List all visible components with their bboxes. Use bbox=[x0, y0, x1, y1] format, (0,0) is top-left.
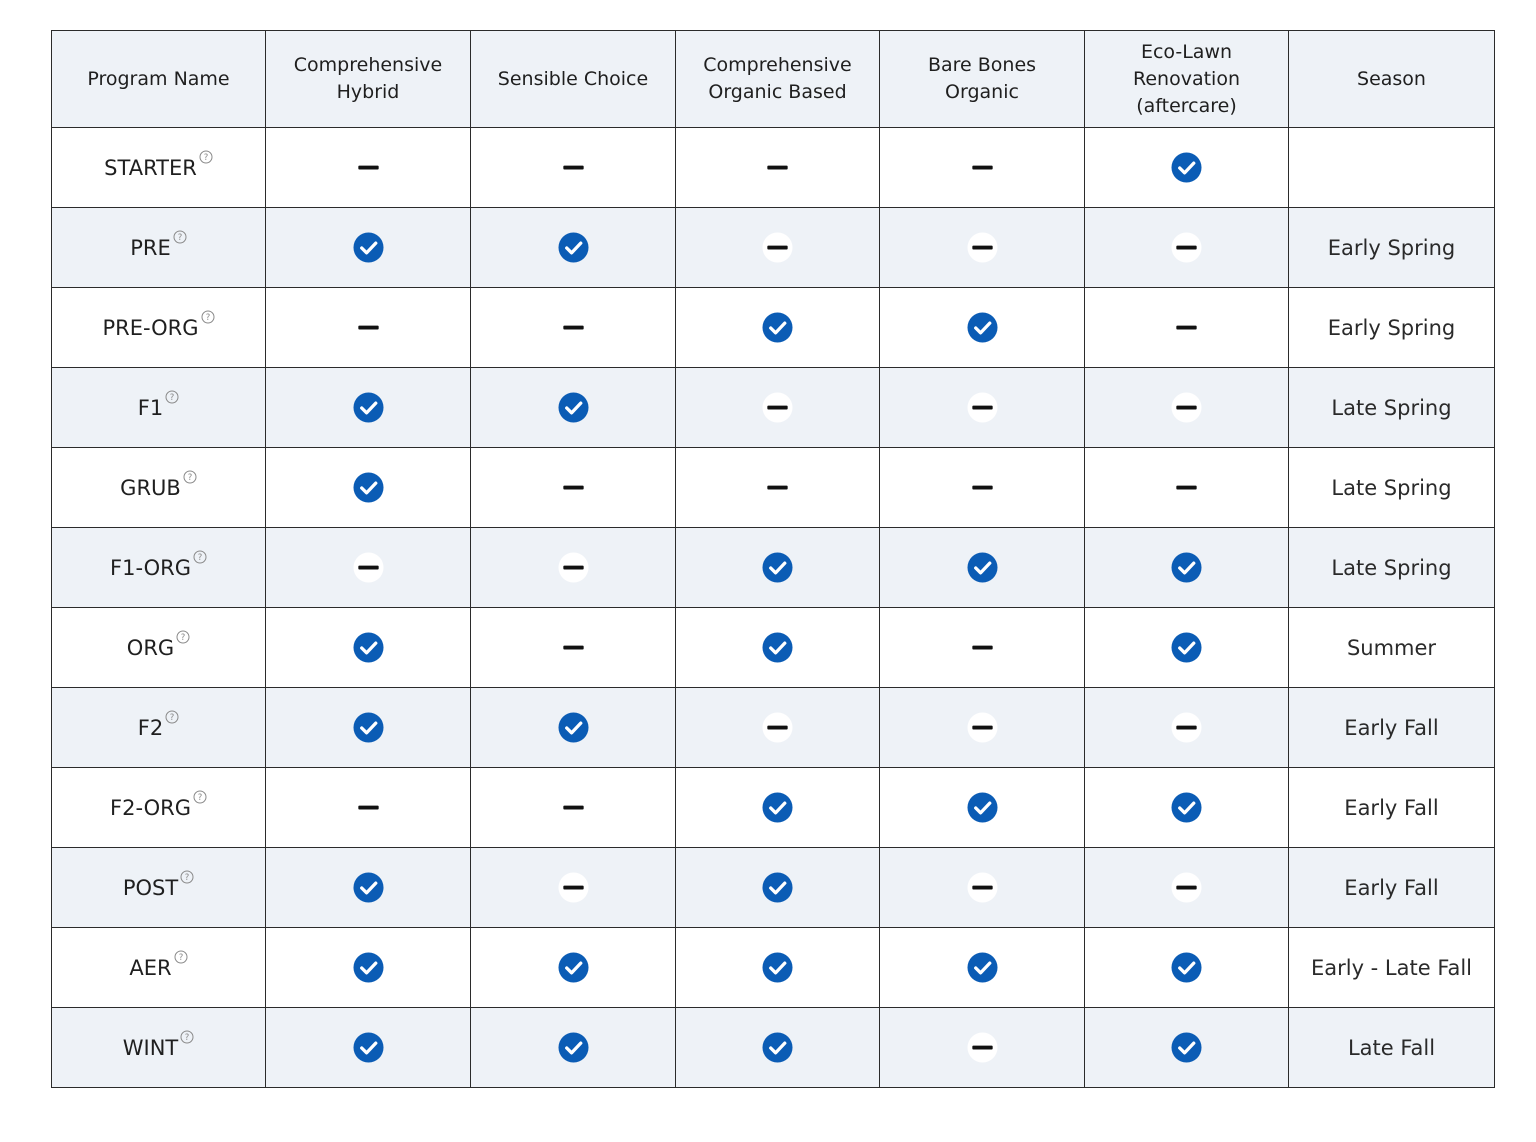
program-availability-cell bbox=[880, 128, 1085, 208]
dash-icon bbox=[1171, 232, 1202, 263]
program-availability-cell bbox=[1085, 288, 1289, 368]
table-row bbox=[52, 848, 1495, 928]
table-row bbox=[52, 208, 1495, 288]
program-availability-cell bbox=[266, 688, 471, 768]
check-circle-icon bbox=[762, 872, 793, 903]
program-availability-cell bbox=[880, 688, 1085, 768]
season-cell bbox=[1289, 528, 1495, 608]
check-circle-icon bbox=[558, 952, 589, 983]
dash-icon bbox=[353, 792, 384, 823]
program-name-cell bbox=[52, 848, 266, 928]
check-circle-icon bbox=[558, 232, 589, 263]
check-circle-icon bbox=[353, 632, 384, 663]
dash-icon bbox=[967, 152, 998, 183]
dash-icon bbox=[1171, 472, 1202, 503]
column-header-bare-bones-organic: Bare Bones Organic bbox=[880, 31, 1085, 128]
table-row bbox=[52, 448, 1495, 528]
svg-text:?: ? bbox=[205, 312, 210, 323]
program-name: F2-ORG bbox=[110, 795, 191, 820]
program-availability-cell bbox=[1085, 688, 1289, 768]
table-row bbox=[52, 1008, 1495, 1088]
program-name-cell bbox=[52, 1008, 266, 1088]
dash-icon bbox=[558, 792, 589, 823]
program-availability-cell bbox=[676, 1008, 880, 1088]
program-availability-cell bbox=[471, 528, 676, 608]
dash-icon bbox=[1171, 872, 1202, 903]
program-availability-cell bbox=[676, 608, 880, 688]
season-label: Early Fall bbox=[1344, 875, 1439, 900]
table-row bbox=[52, 368, 1495, 448]
season-cell bbox=[1289, 448, 1495, 528]
header-row bbox=[52, 31, 1495, 128]
program-availability-cell bbox=[1085, 608, 1289, 688]
dash-icon bbox=[353, 312, 384, 343]
check-circle-icon bbox=[762, 552, 793, 583]
check-circle-icon bbox=[353, 712, 384, 743]
program-comparison-table bbox=[51, 30, 1495, 1088]
table-row bbox=[52, 928, 1495, 1008]
season-label: Summer bbox=[1346, 635, 1437, 660]
table-row bbox=[52, 608, 1495, 688]
program-availability-cell bbox=[471, 928, 676, 1008]
column-header-eco-lawn-renovation: Eco-Lawn Renovation (aftercare) bbox=[1085, 31, 1289, 128]
program-availability-cell bbox=[471, 688, 676, 768]
program-availability-cell bbox=[676, 288, 880, 368]
dash-icon bbox=[762, 712, 793, 743]
check-circle-icon bbox=[353, 872, 384, 903]
dash-icon bbox=[967, 712, 998, 743]
program-name: F1 bbox=[137, 395, 164, 420]
program-availability-cell bbox=[676, 128, 880, 208]
season-label: Early Spring bbox=[1327, 315, 1456, 340]
program-name: F2 bbox=[137, 715, 164, 740]
program-availability-cell bbox=[676, 928, 880, 1008]
check-circle-icon bbox=[1171, 152, 1202, 183]
season-cell bbox=[1289, 928, 1495, 1008]
check-circle-icon bbox=[762, 312, 793, 343]
dash-icon bbox=[967, 232, 998, 263]
column-header-comprehensive-hybrid: Comprehensive Hybrid bbox=[266, 31, 471, 128]
program-availability-cell bbox=[880, 768, 1085, 848]
check-circle-icon bbox=[353, 472, 384, 503]
check-circle-icon bbox=[967, 792, 998, 823]
table-row bbox=[52, 128, 1495, 208]
svg-text:?: ? bbox=[184, 872, 190, 883]
program-name: PRE bbox=[130, 235, 171, 260]
svg-text:?: ? bbox=[169, 712, 175, 723]
dash-icon bbox=[1171, 712, 1202, 743]
check-circle-icon bbox=[1171, 952, 1202, 983]
check-circle-icon bbox=[353, 392, 384, 423]
dash-icon bbox=[967, 472, 998, 503]
check-circle-icon bbox=[1171, 552, 1202, 583]
program-name-cell bbox=[52, 448, 266, 528]
column-header-season: Season bbox=[1289, 31, 1495, 128]
program-availability-cell bbox=[266, 128, 471, 208]
program-availability-cell bbox=[1085, 928, 1289, 1008]
check-circle-icon bbox=[1171, 632, 1202, 663]
table-row bbox=[52, 528, 1495, 608]
program-availability-cell bbox=[880, 928, 1085, 1008]
svg-text:?: ? bbox=[187, 472, 193, 483]
program-availability-cell bbox=[880, 208, 1085, 288]
program-availability-cell bbox=[1085, 368, 1289, 448]
dash-icon bbox=[762, 232, 793, 263]
program-name-cell bbox=[52, 368, 266, 448]
check-circle-icon bbox=[762, 792, 793, 823]
check-circle-icon bbox=[967, 312, 998, 343]
svg-text:?: ? bbox=[180, 632, 186, 643]
season-cell bbox=[1289, 288, 1495, 368]
program-name-cell bbox=[52, 928, 266, 1008]
program-availability-cell bbox=[880, 368, 1085, 448]
program-name-cell bbox=[52, 688, 266, 768]
program-availability-cell bbox=[676, 688, 880, 768]
program-name-cell bbox=[52, 608, 266, 688]
dash-icon bbox=[353, 152, 384, 183]
svg-text:?: ? bbox=[197, 792, 203, 803]
program-availability-cell bbox=[266, 1008, 471, 1088]
info-circle-icon[interactable] bbox=[174, 950, 188, 964]
season-label: Early Spring bbox=[1327, 235, 1456, 260]
program-availability-cell bbox=[1085, 528, 1289, 608]
check-circle-icon bbox=[1171, 1032, 1202, 1063]
column-header-comprehensive-organic-based: Comprehensive Organic Based bbox=[676, 31, 880, 128]
check-circle-icon bbox=[353, 1032, 384, 1063]
table-row bbox=[52, 768, 1495, 848]
check-circle-icon bbox=[353, 952, 384, 983]
check-circle-icon bbox=[762, 1032, 793, 1063]
program-name: POST bbox=[122, 875, 179, 900]
dash-icon bbox=[762, 392, 793, 423]
dash-icon bbox=[762, 152, 793, 183]
season-label: Early Fall bbox=[1344, 715, 1439, 740]
program-availability-cell bbox=[471, 768, 676, 848]
program-availability-cell bbox=[1085, 848, 1289, 928]
dash-icon bbox=[558, 872, 589, 903]
program-availability-cell bbox=[880, 448, 1085, 528]
program-availability-cell bbox=[471, 848, 676, 928]
program-availability-cell bbox=[880, 1008, 1085, 1088]
program-availability-cell bbox=[266, 928, 471, 1008]
program-availability-cell bbox=[471, 128, 676, 208]
program-name: AER bbox=[129, 955, 172, 980]
table-row bbox=[52, 288, 1495, 368]
info-circle-icon[interactable] bbox=[180, 1030, 194, 1044]
info-circle-icon[interactable] bbox=[193, 550, 207, 564]
program-availability-cell bbox=[676, 768, 880, 848]
check-circle-icon bbox=[762, 632, 793, 663]
program-name: STARTER bbox=[104, 155, 197, 180]
program-availability-cell bbox=[1085, 768, 1289, 848]
season-cell bbox=[1289, 688, 1495, 768]
program-name-cell bbox=[52, 208, 266, 288]
check-circle-icon bbox=[967, 952, 998, 983]
svg-text:?: ? bbox=[169, 392, 175, 403]
info-circle-icon[interactable] bbox=[165, 710, 179, 724]
info-circle-icon[interactable] bbox=[180, 870, 194, 884]
program-availability-cell bbox=[1085, 1008, 1289, 1088]
program-availability-cell bbox=[471, 448, 676, 528]
season-label: Early Fall bbox=[1344, 795, 1439, 820]
season-label: Early - Late Fall bbox=[1310, 955, 1473, 980]
season-label: Late Spring bbox=[1331, 395, 1452, 420]
program-availability-cell bbox=[1085, 128, 1289, 208]
program-availability-cell bbox=[266, 608, 471, 688]
dash-icon bbox=[967, 1032, 998, 1063]
svg-text:?: ? bbox=[178, 952, 183, 963]
column-header-program-name: Program Name bbox=[52, 31, 266, 128]
table-row bbox=[52, 688, 1495, 768]
svg-text:?: ? bbox=[197, 552, 203, 563]
program-name: F1-ORG bbox=[110, 555, 191, 580]
program-name: ORG bbox=[126, 635, 175, 660]
dash-icon bbox=[967, 872, 998, 903]
program-availability-cell bbox=[880, 288, 1085, 368]
program-availability-cell bbox=[266, 848, 471, 928]
info-circle-icon[interactable] bbox=[176, 630, 190, 644]
table-body bbox=[52, 128, 1495, 1088]
info-circle-icon[interactable] bbox=[193, 790, 207, 804]
program-name-cell bbox=[52, 768, 266, 848]
season-cell bbox=[1289, 128, 1495, 208]
program-availability-cell bbox=[880, 608, 1085, 688]
season-cell bbox=[1289, 848, 1495, 928]
program-name: WINT bbox=[122, 1035, 179, 1060]
info-circle-icon[interactable] bbox=[165, 390, 179, 404]
dash-icon bbox=[1171, 392, 1202, 423]
program-availability-cell bbox=[676, 368, 880, 448]
check-circle-icon bbox=[353, 232, 384, 263]
program-availability-cell bbox=[266, 208, 471, 288]
season-cell bbox=[1289, 208, 1495, 288]
season-label: Late Spring bbox=[1331, 475, 1452, 500]
dash-icon bbox=[967, 632, 998, 663]
info-circle-icon[interactable] bbox=[201, 310, 215, 324]
program-availability-cell bbox=[471, 608, 676, 688]
program-availability-cell bbox=[471, 368, 676, 448]
info-circle-icon[interactable] bbox=[183, 470, 197, 484]
program-availability-cell bbox=[471, 288, 676, 368]
program-availability-cell bbox=[266, 368, 471, 448]
dash-icon bbox=[353, 552, 384, 583]
dash-icon bbox=[558, 472, 589, 503]
program-availability-cell bbox=[471, 208, 676, 288]
season-label: Late Fall bbox=[1347, 1035, 1436, 1060]
program-availability-cell bbox=[266, 288, 471, 368]
program-availability-cell bbox=[471, 1008, 676, 1088]
program-availability-cell bbox=[676, 848, 880, 928]
season-cell bbox=[1289, 608, 1495, 688]
program-name: PRE-ORG bbox=[102, 315, 199, 340]
program-availability-cell bbox=[676, 208, 880, 288]
program-availability-cell bbox=[676, 448, 880, 528]
check-circle-icon bbox=[558, 1032, 589, 1063]
info-circle-icon[interactable] bbox=[173, 230, 187, 244]
program-availability-cell bbox=[266, 448, 471, 528]
dash-icon bbox=[558, 152, 589, 183]
program-availability-cell bbox=[266, 528, 471, 608]
program-name-cell bbox=[52, 288, 266, 368]
program-availability-cell bbox=[1085, 448, 1289, 528]
season-cell bbox=[1289, 1008, 1495, 1088]
svg-text:?: ? bbox=[203, 152, 209, 163]
program-availability-cell bbox=[676, 528, 880, 608]
check-circle-icon bbox=[558, 392, 589, 423]
dash-icon bbox=[967, 392, 998, 423]
season-label: Late Spring bbox=[1331, 555, 1452, 580]
column-header-sensible-choice: Sensible Choice bbox=[471, 31, 676, 128]
program-name-cell bbox=[52, 528, 266, 608]
check-circle-icon bbox=[762, 952, 793, 983]
dash-icon bbox=[558, 632, 589, 663]
program-availability-cell bbox=[880, 528, 1085, 608]
dash-icon bbox=[762, 472, 793, 503]
dash-icon bbox=[1171, 312, 1202, 343]
svg-text:?: ? bbox=[177, 232, 183, 243]
dash-icon bbox=[558, 312, 589, 343]
check-circle-icon bbox=[1171, 792, 1202, 823]
program-name-cell bbox=[52, 128, 266, 208]
dash-icon bbox=[558, 552, 589, 583]
program-availability-cell bbox=[1085, 208, 1289, 288]
program-availability-cell bbox=[880, 848, 1085, 928]
info-circle-icon[interactable] bbox=[199, 150, 213, 164]
season-cell bbox=[1289, 768, 1495, 848]
program-availability-cell bbox=[266, 768, 471, 848]
svg-text:?: ? bbox=[184, 1032, 190, 1043]
season-cell bbox=[1289, 368, 1495, 448]
program-name: GRUB bbox=[120, 475, 181, 500]
check-circle-icon bbox=[967, 552, 998, 583]
check-circle-icon bbox=[558, 712, 589, 743]
